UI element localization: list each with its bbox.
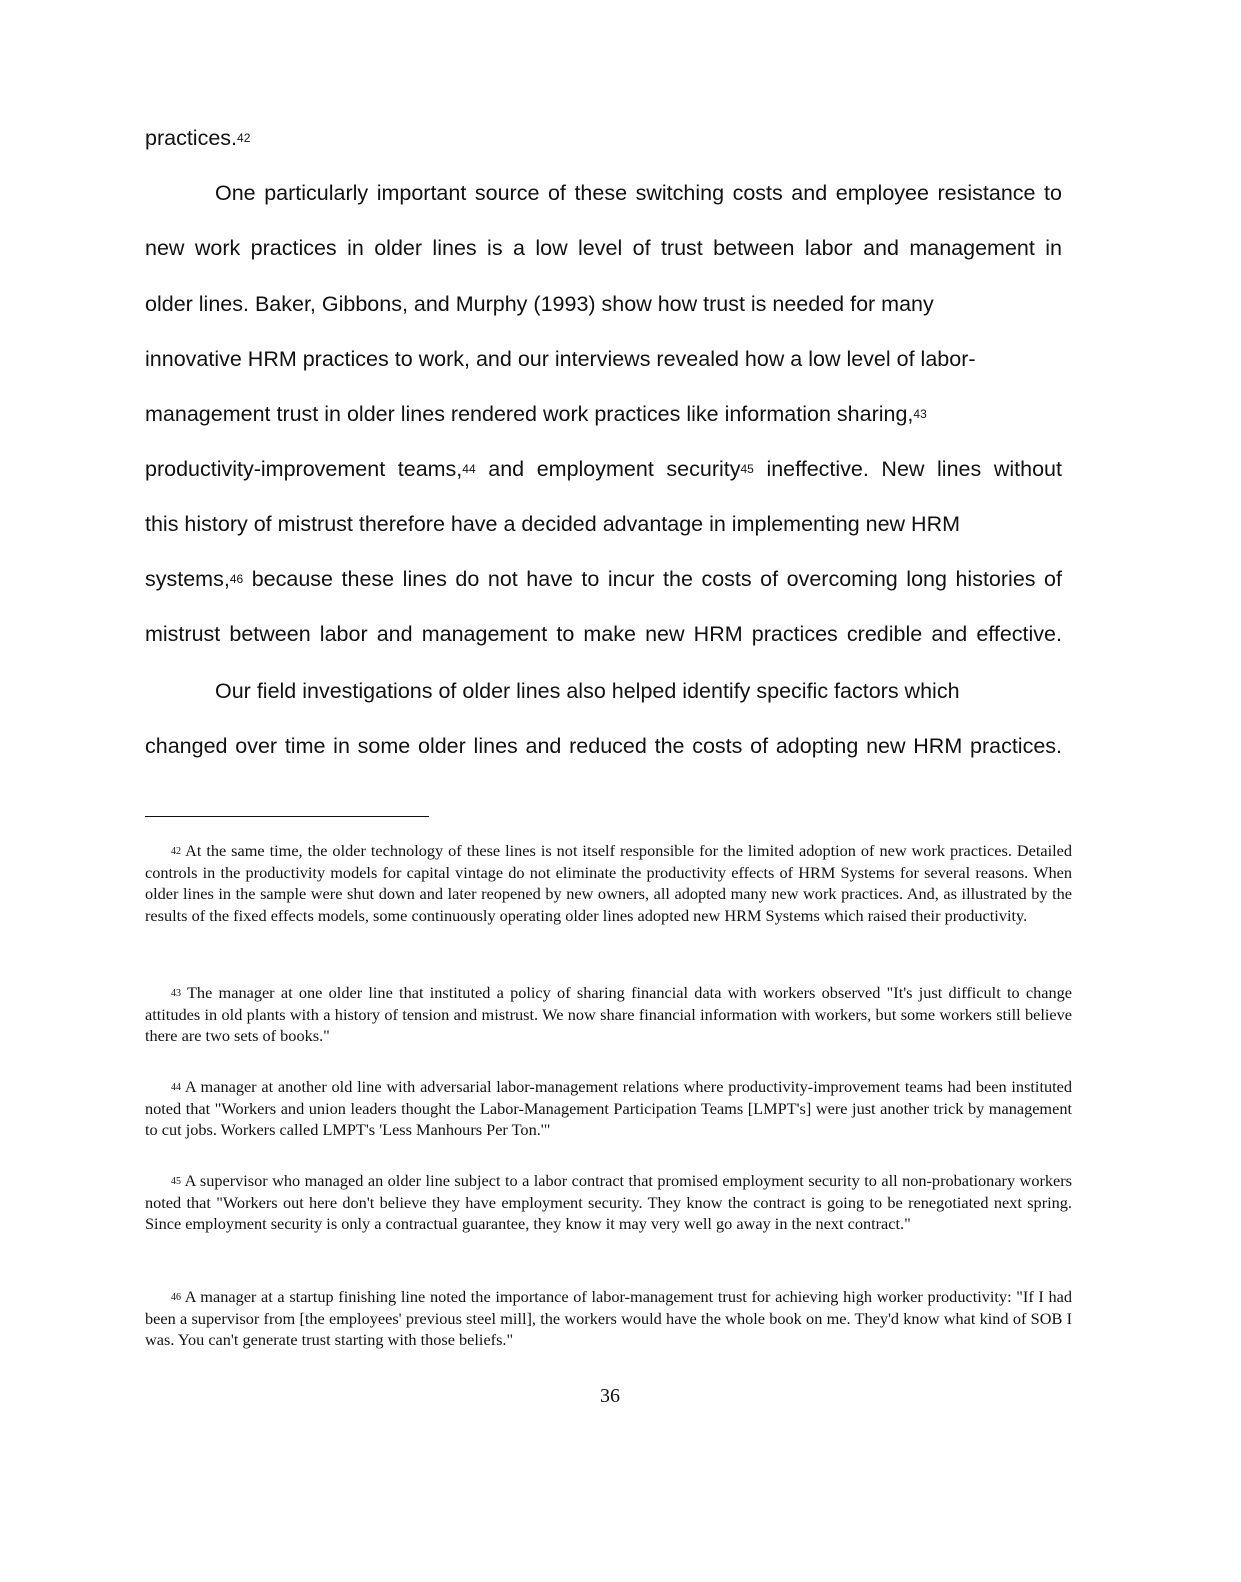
footnote-number: 42 [171,846,181,857]
body-line: older lines. Baker, Gibbons, and Murphy (1993) show how trust is needed for many [145,292,934,316]
footnote [145,1076,1072,1141]
body-text: and employment security [475,457,741,481]
footnote-separator [145,816,429,817]
body-line [145,126,250,150]
body-line [145,457,1062,481]
body-line: Our field investigations of older lines also helped identify specific factors which [215,679,960,703]
footnote-ref[interactable]: 44 [462,462,476,476]
footnote-ref[interactable]: 42 [237,131,251,145]
footnote [145,982,1072,1047]
body-line: new work practices in older lines is a low level of trust between labor and management in [145,236,1062,260]
footnote [145,840,1072,926]
body-line [145,567,1062,591]
footnote-text: A supervisor who managed an older line subject to a labor contract that promised employment security to all non-probationary workers noted that "Workers out here don't believe they have employment security. They know the contract is going to be renegotiated next spring. Since employment security is only a contractual guarantee, they know it may very well go away in the next contract." [145,1171,1073,1233]
footnote-ref[interactable]: 45 [740,462,754,476]
body-text: ineffective. New lines without [753,457,1062,481]
body-text: systems, [145,567,230,591]
body-text: management trust in older lines rendered work practices like information sharing, [145,402,914,426]
body-text: because these lines do not have to incur the costs of overcoming long histories of [243,567,1062,591]
footnote [145,1286,1072,1351]
body-text: productivity-improvement teams, [145,457,463,481]
footnote-text: A manager at a startup finishing line noted the importance of labor-management trust for achieving high worker productivity: "If I had been a supervisor from [the employees' previous steel mill], the workers would have the whole book on me. They'd know what kind of SOB I was. You can't generate trust starting with those beliefs." [145,1287,1073,1349]
footnote-ref[interactable]: 46 [229,572,244,586]
footnote-number: 43 [171,988,181,999]
body-line [145,402,927,426]
footnote [145,1170,1072,1235]
footnote-number: 45 [171,1176,181,1187]
footnote-ref[interactable]: 43 [913,407,927,421]
body-line: mistrust between labor and management to make new HRM practices credible and effective. [145,622,1062,646]
body-line: innovative HRM practices to work, and our interviews revealed how a low level of labor- [145,347,976,371]
body-line: One particularly important source of these switching costs and employee resistance to [215,181,1062,205]
body-line: this history of mistrust therefore have a decided advantage in implementing new HRM [145,512,961,536]
footnote-text: The manager at one older line that instituted a policy of sharing financial data with workers observed "It's just difficult to change attitudes in old plants with a history of tension and mistrust. We now share financial information with workers, but some workers still believe there are two sets of books." [145,983,1073,1045]
footnote-text: At the same time, the older technology of these lines is not itself responsible for the limited adoption of new work practices. Detailed controls in the productivity models for capital vintage do not eliminate the productivity effects of HRM Systems for several reasons. When older lines in the sample were shut down and later reopened by new owners, all adopted many new work practices. And, as illustrated by the results of the fixed effects models, some continuously operating older lines adopted new HRM Systems which raised their productivity. [145,841,1073,925]
body-line: changed over time in some older lines and reduced the costs of adopting new HRM practices. [145,734,1062,758]
footnote-number: 46 [171,1292,181,1303]
body-text: practices. [145,126,238,150]
footnote-text: A manager at another old line with adversarial labor-management relations where productivity-improvement teams had been instituted noted that "Workers and union leaders thought the Labor-Management Participation Teams [LMPT's] were just another trick by management to cut jobs. Workers called LMPT's 'Less Manhours Per Ton.'" [145,1077,1073,1139]
page-number: 36 [600,1385,620,1407]
footnote-number: 44 [171,1082,181,1093]
